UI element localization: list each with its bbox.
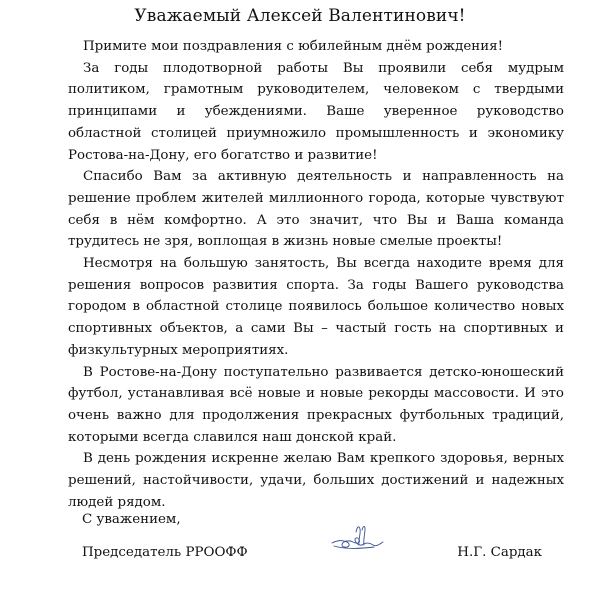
paragraph-sport: Несмотря на большую занятость, Вы всегда находите время для решения вопросов развития спорта. За годы Вашего руководства городом в областной столице появилось большое количество новых спортивных объектов, а сами Вы – частый гость на спортивных и физкультурных мероприятиях. <box>68 256 564 358</box>
signer-name: Н.Г. Сардак <box>457 545 542 560</box>
paragraph-achievements: За годы плодотворной работы Вы проявили себя мудрым политиком, грамотным руководителем, человеком с твердыми принципами и убеждениями. Ваше уверенное руководство областной столицей приумножило промышленность и экономику Ростова-на-Дону, его богатство и развитие! <box>68 60 564 163</box>
signature-line <box>82 543 542 565</box>
paragraph-football: В Ростове-на-Дону поступательно развивается детско-юношеский футбол, устанавливая всё новые и новые рекорды массовости. И это очень важно для продолжения прекрасных футбольных традиций, которыми всегда славился наш донской край. <box>68 364 564 445</box>
signer-title: Председатель РРООФФ <box>82 545 248 560</box>
letter-body <box>68 36 564 513</box>
handwritten-signature <box>328 518 386 554</box>
paragraph-gratitude: Спасибо Вам за активную деятельность и направленность на решение проблем жителей миллионного города, которые чувствуют себя в нём комфортно. А это значит, что Вы и Ваша команда трудитесь не зря, воплощая в жизнь новые смелые проекты! <box>68 169 564 250</box>
letter-greeting: Уважаемый Алексей Валентинович! <box>134 6 466 26</box>
paragraph-wishes: В день рождения искренне желаю Вам крепкого здоровья, верных решений, настойчивости, удачи, больших достижений и надежных людей рядом. <box>68 451 564 510</box>
letter-closing: С уважением, <box>82 512 181 527</box>
paragraph-congratulations: Примите мои поздравления с юбилейным днём рождения! <box>83 39 503 54</box>
